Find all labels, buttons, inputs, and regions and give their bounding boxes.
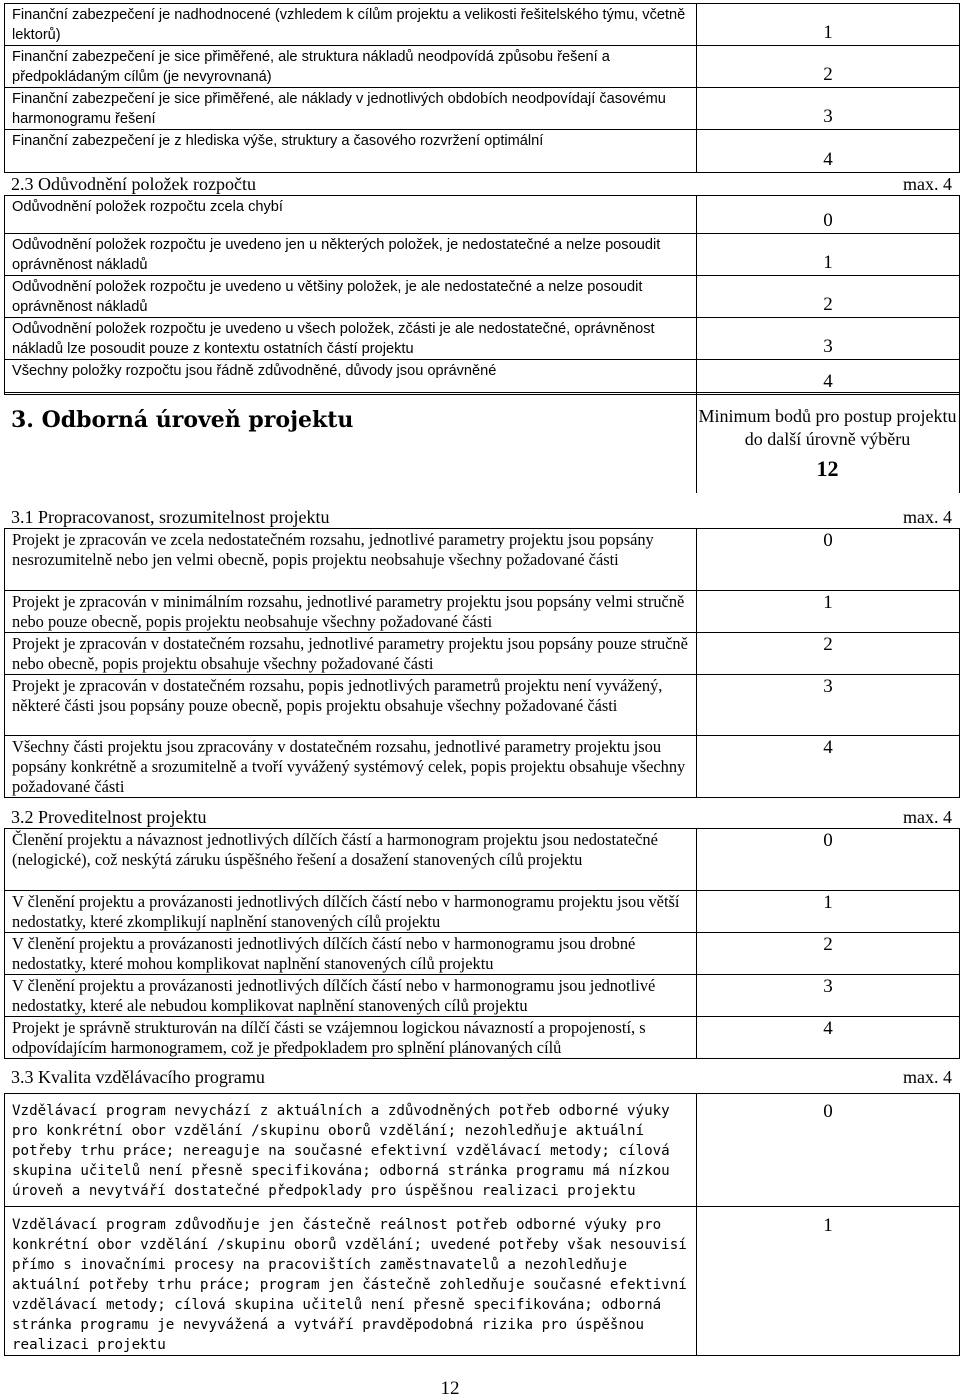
criterion-text: Projekt je zpracován v dostatečném rozsahu, popis jednotlivých parametrů projektu není vyvážený, některé části jsou popsány pouze obecně, popis projektu obsahuje všechny požadované části bbox=[5, 675, 697, 736]
criterion-text: Všechny položky rozpočtu jsou řádně zdůvodněné, důvody jsou oprávněné bbox=[5, 360, 697, 395]
section-max: max. 4 bbox=[903, 507, 952, 527]
table-row bbox=[5, 1094, 960, 1207]
table-row bbox=[5, 529, 960, 591]
criterion-score: 4 bbox=[697, 360, 960, 395]
table-row bbox=[4, 393, 959, 493]
table-row bbox=[5, 360, 960, 395]
criterion-score: 0 bbox=[697, 529, 960, 591]
criterion-text: Projekt je zpracován ve zcela nedostatečném rozsahu, jednotlivé parametry projektu jsou popsány nesrozumitelně nebo jen velmi obecně, popis projektu neobsahuje všechny požadované části bbox=[5, 529, 697, 591]
criterion-text: Odůvodnění položek rozpočtu zcela chybí bbox=[5, 196, 697, 234]
table-row bbox=[5, 88, 960, 130]
section-title: 3.2 Proveditelnost projektu bbox=[11, 807, 207, 827]
table-row bbox=[5, 196, 960, 234]
criterion-text: Odůvodnění položek rozpočtu je uvedeno u většiny položek, je ale nedostatečné a nelze posoudit oprávněnost nákladů bbox=[5, 276, 697, 318]
budget-justification-table bbox=[4, 195, 960, 395]
criterion-text: Odůvodnění položek rozpočtu je uvedeno u všech položek, zčásti je ale nedostatečné, oprávněnost nákladů lze posoudit pouze z kontextu ostatních částí projektu bbox=[5, 318, 697, 360]
criterion-score: 2 bbox=[697, 933, 960, 975]
section-title: 3.1 Propracovanost, srozumitelnost projektu bbox=[11, 507, 330, 527]
table-row bbox=[5, 276, 960, 318]
section-3-1-heading bbox=[4, 506, 959, 528]
criterion-score: 4 bbox=[697, 130, 960, 173]
criterion-text: Odůvodnění položek rozpočtu je uvedeno jen u některých položek, je nedostatečné a nelze posoudit oprávněnost nákladů bbox=[5, 234, 697, 276]
criterion-text: Finanční zabezpečení je sice přiměřené, ale náklady v jednotlivých obdobích neodpovídají časovému harmonogramu řešení bbox=[5, 88, 697, 130]
table-row bbox=[5, 130, 960, 173]
elaboration-table bbox=[4, 528, 960, 798]
criterion-score: 3 bbox=[697, 88, 960, 130]
criterion-score: 4 bbox=[697, 1017, 960, 1059]
criterion-score: 0 bbox=[697, 1094, 960, 1207]
table-row bbox=[5, 4, 960, 46]
page-number: 12 bbox=[440, 1378, 460, 1399]
table-row bbox=[5, 675, 960, 736]
table-row bbox=[5, 633, 960, 675]
criterion-text: V členění projektu a provázanosti jednotlivých dílčích částí nebo v harmonogramu jsou drobné nedostatky, které mohou komplikovat naplnění stanovených cílů projektu bbox=[5, 933, 697, 975]
criterion-score: 3 bbox=[697, 675, 960, 736]
criterion-score: 1 bbox=[697, 591, 960, 633]
criterion-text: Projekt je správně strukturován na dílčí části se vzájemnou logickou návazností a propojeností, s odpovídajícím harmonogramem, což je předpokladem pro splnění plánovaných cílů bbox=[5, 1017, 697, 1059]
table-row bbox=[5, 318, 960, 360]
section-title: 3.3 Kvalita vzdělávacího programu bbox=[11, 1067, 265, 1087]
table-row bbox=[5, 933, 960, 975]
criterion-score: 0 bbox=[697, 196, 960, 234]
minimum-points-value: 12 bbox=[816, 456, 839, 481]
section-2-3-heading bbox=[4, 173, 959, 195]
section-title: 3. Odborná úroveň projektu bbox=[11, 407, 354, 433]
criterion-score: 3 bbox=[697, 318, 960, 360]
criterion-text: V členění projektu a provázanosti jednotlivých dílčích částí nebo v harmonogramu projektu jsou větší nedostatky, které zkomplikují naplnění stanovených cílů projektu bbox=[5, 891, 697, 933]
criterion-score: 1 bbox=[697, 891, 960, 933]
section-max: max. 4 bbox=[903, 807, 952, 827]
table-row bbox=[5, 891, 960, 933]
financial-security-table bbox=[4, 3, 960, 173]
table-row bbox=[5, 736, 960, 798]
criterion-score: 1 bbox=[697, 234, 960, 276]
criterion-score: 3 bbox=[697, 975, 960, 1017]
section-3-3-heading bbox=[4, 1066, 959, 1088]
section-max: max. 4 bbox=[903, 174, 952, 194]
criterion-score: 1 bbox=[697, 1207, 960, 1356]
criterion-score: 1 bbox=[697, 4, 960, 46]
minimum-points-label: Minimum bodů pro postup projektu do další úrovně výběru bbox=[698, 406, 957, 449]
criterion-score: 2 bbox=[697, 633, 960, 675]
criterion-text: Finanční zabezpečení je z hlediska výše, struktury a časového rozvržení optimální bbox=[5, 130, 697, 173]
table-row bbox=[5, 1017, 960, 1059]
criterion-score: 2 bbox=[697, 46, 960, 88]
table-row bbox=[5, 234, 960, 276]
table-row bbox=[5, 591, 960, 633]
criterion-text: Vzdělávací program nevychází z aktuálních a zdůvodněných potřeb odborné výuky pro konkrétní obor vzdělání /skupinu oborů vzdělání; nezohledňuje aktuální potřeby trhu práce; nereaguje na současné efektivní vzdělávací metody; cílová skupina učitelů není přesně specifikována; odborná stránka programu má nízkou úroveň a nevytváří dostatečné předpoklady pro úspěšnou realizaci projektu bbox=[5, 1094, 697, 1207]
feasibility-table bbox=[4, 828, 960, 1059]
criterion-score: 2 bbox=[697, 276, 960, 318]
criterion-score: 0 bbox=[697, 829, 960, 891]
criterion-score: 4 bbox=[697, 736, 960, 798]
table-row bbox=[5, 1207, 960, 1356]
criterion-text: Členění projektu a návaznost jednotlivých dílčích částí a harmonogram projektu jsou nedostatečné (nelogické), což neskýtá záruku úspěšného řešení a dosažení stanovených cílů projektu bbox=[5, 829, 697, 891]
education-program-quality-table bbox=[4, 1093, 960, 1356]
criterion-text: Všechny části projektu jsou zpracovány v dostatečném rozsahu, jednotlivé parametry projektu jsou popsány konkrétně a srozumitelně a tvoří vyvážený systémový celek, popis projektu obsahuje všechny požadované části bbox=[5, 736, 697, 798]
criterion-text: Finanční zabezpečení je sice přiměřené, ale struktura nákladů neodpovídá způsobu řešení a předpokládaným cílům (je nevyrovnaná) bbox=[5, 46, 697, 88]
professional-level-header bbox=[4, 392, 960, 493]
table-row bbox=[5, 829, 960, 891]
section-3-2-heading bbox=[4, 806, 959, 828]
section-max: max. 4 bbox=[903, 1067, 952, 1087]
section-title: 2.3 Odůvodnění položek rozpočtu bbox=[11, 174, 256, 194]
criterion-text: Projekt je zpracován v minimálním rozsahu, jednotlivé parametry projektu jsou popsány velmi stručně nebo pouze obecně, popis projektu neobsahuje všechny požadované části bbox=[5, 591, 697, 633]
criterion-text: V členění projektu a provázanosti jednotlivých dílčích částí nebo v harmonogramu jsou jednotlivé nedostatky, které ale nebudou komplikovat naplnění stanovených cílů projektu bbox=[5, 975, 697, 1017]
criterion-text: Projekt je zpracován v dostatečném rozsahu, jednotlivé parametry projektu jsou popsány pouze stručně nebo obecně, popis projektu obsahuje všechny požadované části bbox=[5, 633, 697, 675]
table-row bbox=[5, 46, 960, 88]
table-row bbox=[5, 975, 960, 1017]
criterion-text: Finanční zabezpečení je nadhodnocené (vzhledem k cílům projektu a velikosti řešitelského týmu, včetně lektorů) bbox=[5, 4, 697, 46]
criterion-text: Vzdělávací program zdůvodňuje jen částečně reálnost potřeb odborné výuky pro konkrétní obor vzdělání /skupinu oborů vzdělání; uvedené potřeby však nesouvisí přímo s inovačními procesy na pracovištích zaměstnavatelů a nezohledňuje aktuální potřeby trhu práce; program jen částečně zohledňuje současné efektivní vzdělávací metody; cílová skupina učitelů není přesně specifikována; odborná stránka programu je nevyvážená a vytváří pravděpodobná rizika pro úspěšnou realizaci projektu bbox=[5, 1207, 697, 1356]
